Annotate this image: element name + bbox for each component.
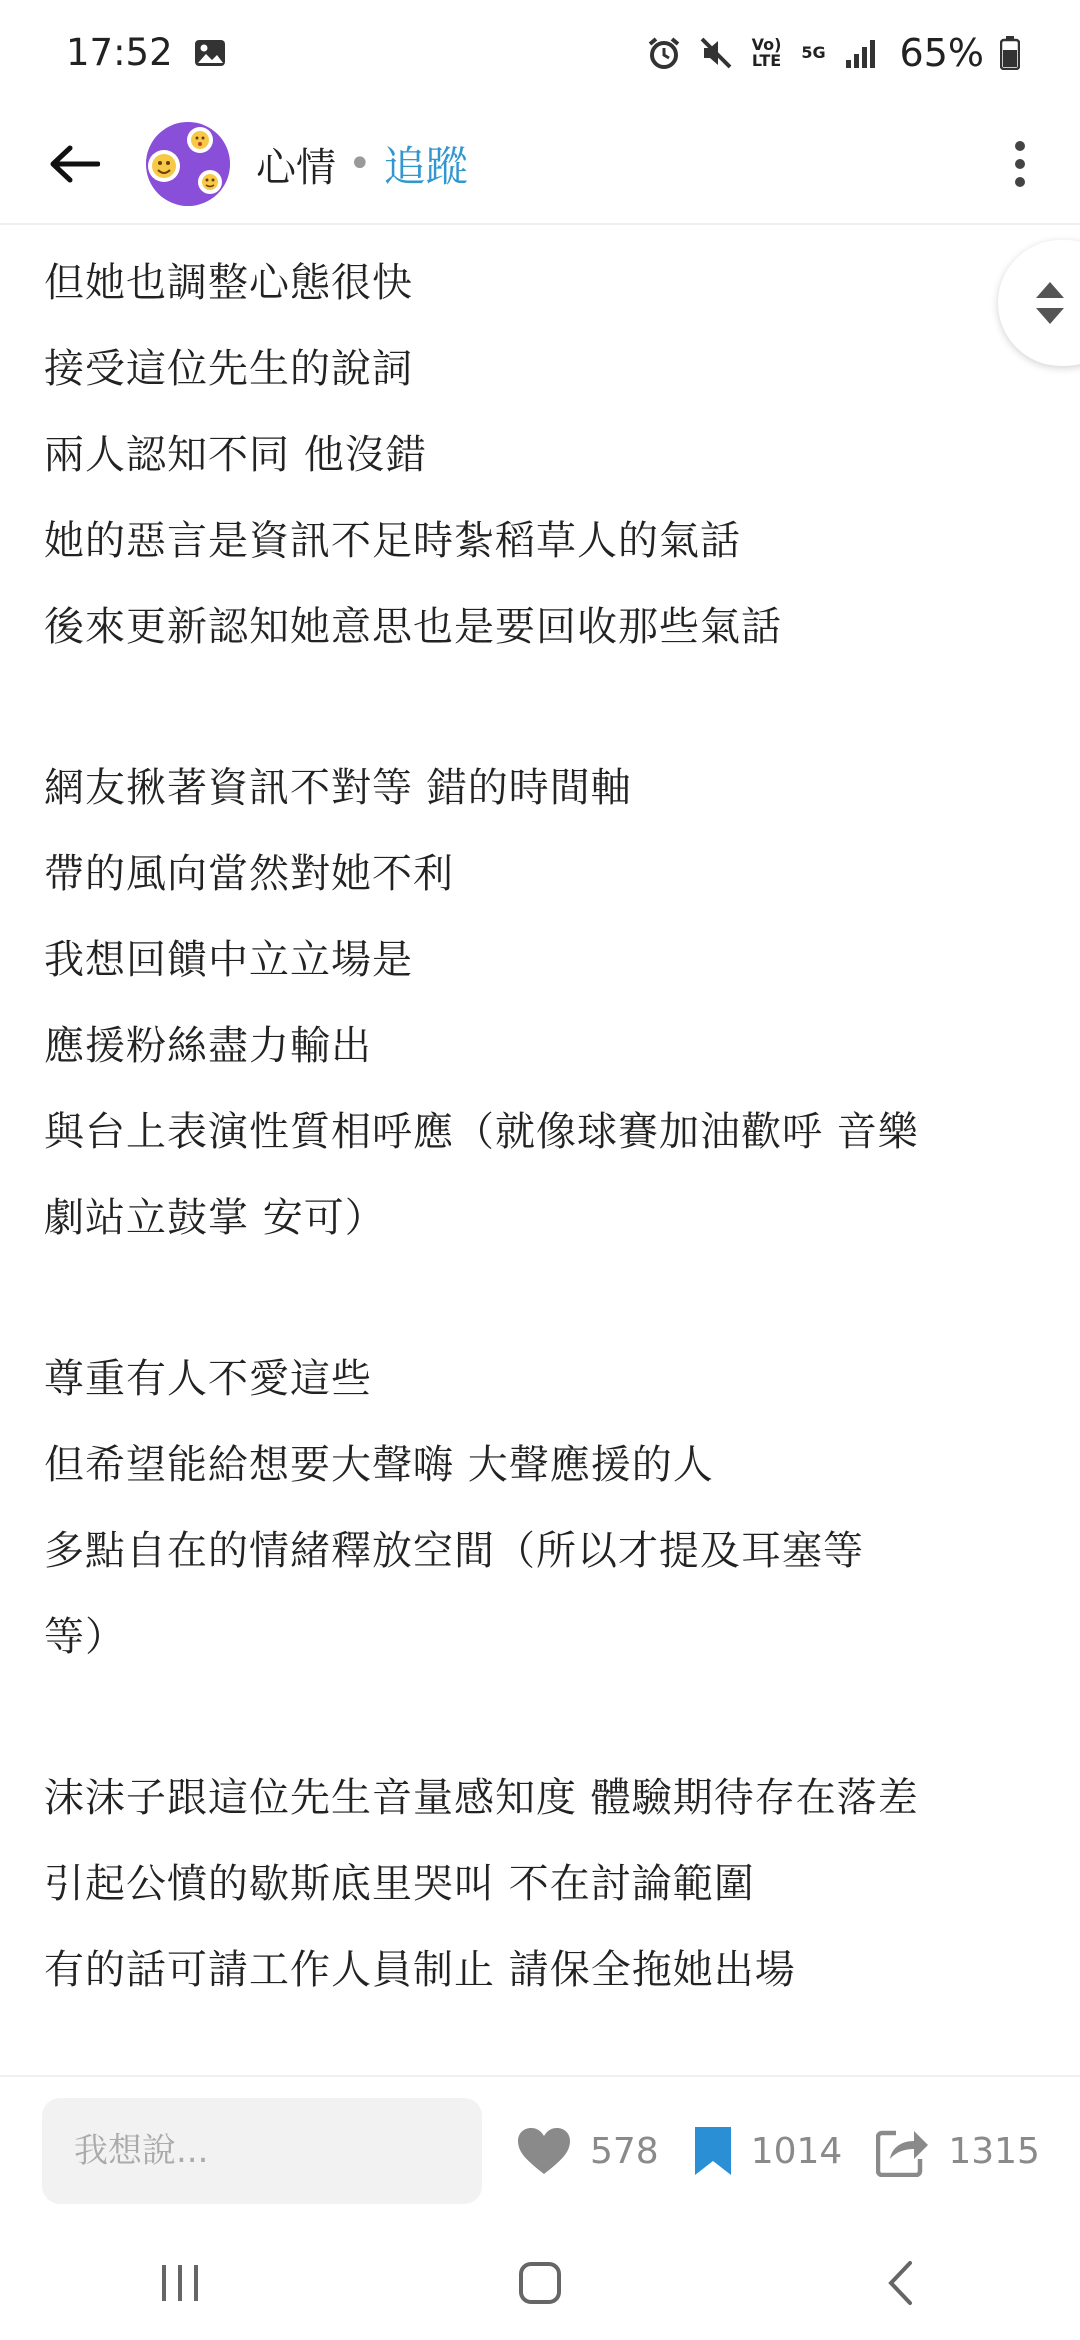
- back-button[interactable]: [44, 134, 104, 194]
- 5g-icon: 5G: [801, 42, 826, 62]
- post-line: 帶的風向當然對她不利: [44, 851, 454, 897]
- post-line: 劇站立鼓掌 安可）: [44, 1195, 386, 1241]
- volte-icon: Vo) LTE: [751, 34, 782, 70]
- status-time: 17:52: [66, 31, 173, 74]
- board-avatar[interactable]: [146, 122, 230, 206]
- battery-level: 65%: [899, 30, 984, 75]
- post-line: 我想回饋中立立場是: [44, 937, 413, 983]
- caret-down-icon: [1036, 308, 1064, 324]
- forum-header: [0, 105, 1080, 225]
- more-menu-button[interactable]: [1000, 134, 1040, 194]
- share-icon: [876, 2125, 930, 2177]
- bookmark-count: 1014: [750, 2130, 843, 2172]
- post-line: 引起公憤的歇斯底里哭叫 不在討論範圍: [44, 1861, 755, 1907]
- caret-up-icon: [1036, 282, 1064, 298]
- title-separator: •: [348, 141, 372, 187]
- post-line: 她的惡言是資訊不足時紮稻草人的氣話: [44, 518, 741, 564]
- system-back-button[interactable]: [840, 2243, 960, 2323]
- recent-apps-icon: [158, 2263, 202, 2303]
- bottom-action-bar: [0, 2075, 1080, 2225]
- emoji-faces-icon: [146, 122, 230, 206]
- share-count: 1315: [948, 2130, 1040, 2172]
- post-line: 但希望能給想要大聲嗨 大聲應援的人: [44, 1442, 714, 1488]
- board-title[interactable]: 心情: [256, 144, 336, 191]
- chevron-left-icon: [886, 2260, 914, 2306]
- post-line: 等）: [44, 1614, 126, 1660]
- post-line: 有的話可請工作人員制止 請保全拖她出場: [44, 1947, 796, 1993]
- arrow-left-icon: [48, 144, 100, 184]
- follow-button[interactable]: 追蹤: [383, 142, 468, 191]
- paragraph-gap: [44, 1680, 1044, 1755]
- system-navigation-bar: [0, 2225, 1080, 2340]
- post-line: 沫沫子跟這位先生音量感知度 體驗期待存在落差: [44, 1775, 919, 1821]
- mute-icon: [698, 35, 734, 71]
- post-body: [44, 240, 1044, 2013]
- recent-apps-button[interactable]: [120, 2243, 240, 2323]
- home-button[interactable]: [480, 2243, 600, 2323]
- post-line: 後來更新認知她意思也是要回收那些氣話: [44, 604, 782, 650]
- heart-icon: [516, 2126, 572, 2176]
- share-button[interactable]: [876, 2125, 1040, 2177]
- battery-icon: [1000, 36, 1020, 70]
- post-line: 多點自在的情緒釋放空間（所以才提及耳塞等: [44, 1528, 864, 1574]
- like-count: 578: [590, 2130, 659, 2172]
- status-bar: [0, 0, 1080, 105]
- post-line: 兩人認知不同 他沒錯: [44, 432, 427, 478]
- image-icon: [193, 38, 227, 68]
- post-line: 但她也調整心態很快: [44, 260, 413, 306]
- like-button[interactable]: [516, 2126, 659, 2176]
- home-icon: [518, 2261, 562, 2305]
- paragraph-gap: [44, 1261, 1044, 1336]
- post-line: 應援粉絲盡力輸出: [44, 1023, 372, 1069]
- more-vertical-icon: [1014, 140, 1026, 188]
- bookmark-button[interactable]: [693, 2125, 843, 2177]
- post-line: 網友揪著資訊不對等 錯的時間軸: [44, 765, 632, 811]
- post-line: 與台上表演性質相呼應（就像球賽加油歡呼 音樂: [44, 1109, 919, 1155]
- paragraph-gap: [44, 670, 1044, 745]
- post-line: 接受這位先生的說詞: [44, 346, 413, 392]
- bookmark-icon: [693, 2125, 733, 2177]
- comment-input[interactable]: [42, 2098, 482, 2204]
- post-line: 尊重有人不愛這些: [44, 1356, 372, 1402]
- alarm-icon: [646, 35, 682, 71]
- signal-icon: [844, 38, 878, 68]
